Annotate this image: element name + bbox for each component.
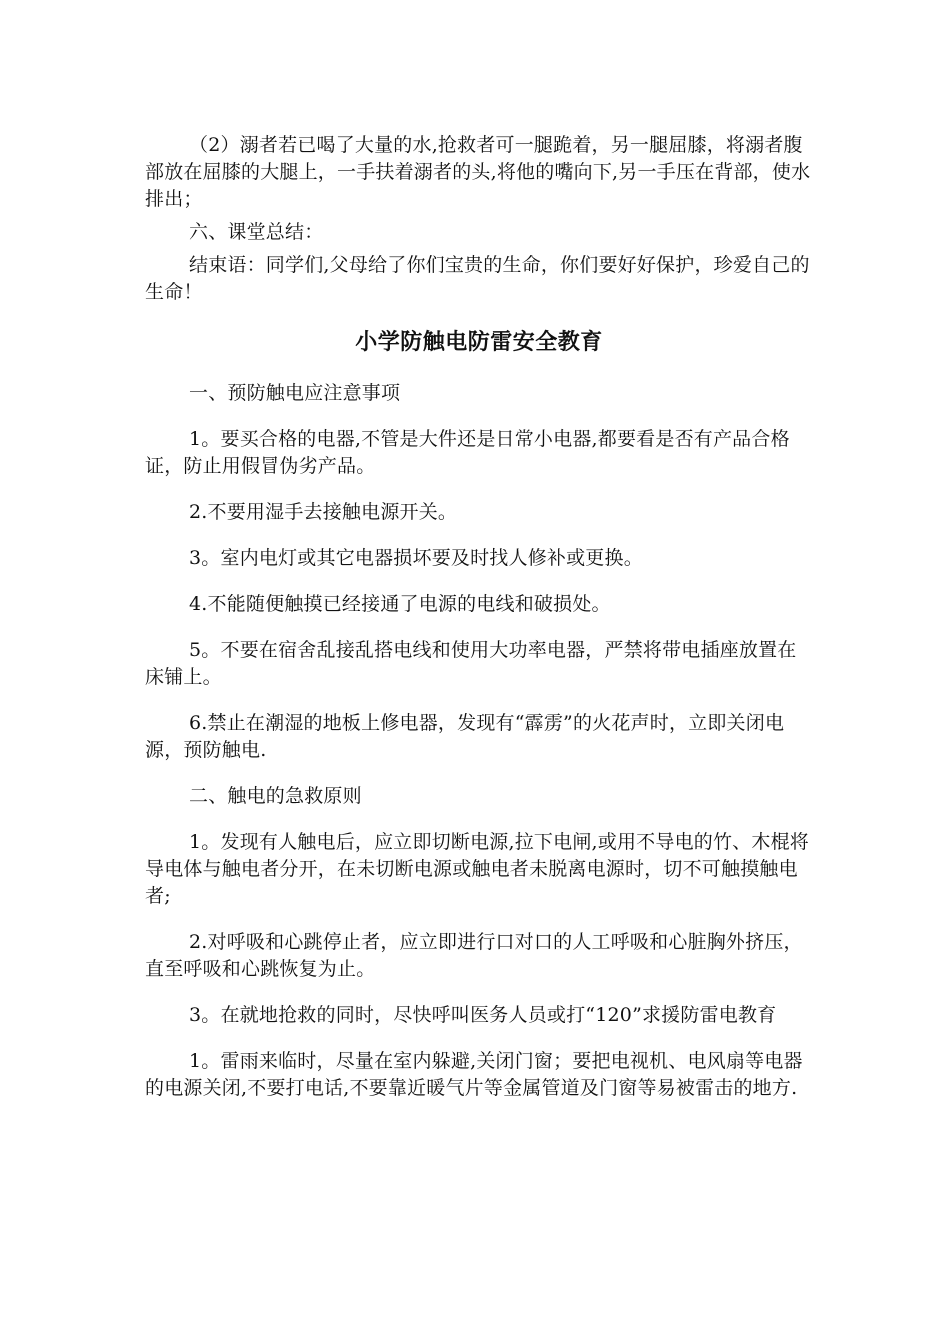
section-heading-first-aid: 二、触电的急救原则 (189, 785, 362, 807)
list-item-prevention-3: 3。室内电灯或其它电器损坏要及时找人修补或更换。 (189, 547, 643, 569)
list-item-first-aid-1: 1。发现有人触电后，应立即切断电源,拉下电闸,或用不导电的竹、木棍将导电体与触电者分开，在未切断电源或触电者未脱离电源时，切不可触摸触电者; (145, 831, 809, 907)
paragraph-closing-remarks: 结束语：同学们,父母给了你们宝贵的生命，你们要好好保护，珍爱自己的生命！ (145, 254, 810, 303)
document-page (145, 132, 813, 1121)
list-item-prevention-2: 2.不要用湿手去接触电源开关。 (189, 501, 458, 523)
paragraph-rescue-step-2: （2）溺者若已喝了大量的水,抢救者可一腿跪着，另一腿屈膝，将溺者腹部放在屈膝的大腿上，一手扶着溺者的头,将他的嘴向下,另一手压在背部，使水排出； (145, 134, 811, 210)
document-title: 小学防触电防雷安全教育 (355, 330, 603, 355)
list-item-lightning-1: 1。雷雨来临时，尽量在室内躲避,关闭门窗；要把电视机、电风扇等电器的电源关闭,不要打电话,不要靠近暖气片等金属管道及门窗等易被雷击的地方. (145, 1050, 803, 1099)
section-heading-prevention: 一、预防触电应注意事项 (189, 382, 401, 404)
list-item-prevention-1: 1。要买合格的电器,不管是大件还是日常小电器,都要看是否有产品合格证，防止用假冒伪劣产品。 (145, 428, 790, 477)
list-item-first-aid-2: 2.对呼吸和心跳停止者，应立即进行口对口的人工呼吸和心脏胸外挤压，直至呼吸和心跳恢复为止。 (145, 931, 803, 980)
list-item-prevention-4: 4.不能随便触摸已经接通了电源的电线和破损处。 (189, 593, 611, 615)
heading-class-summary: 六、课堂总结： (189, 221, 324, 243)
list-item-first-aid-3: 3。在就地抢救的同时，尽快呼叫医务人员或打“120”求援防雷电教育 (189, 1004, 777, 1026)
list-item-prevention-6: 6.禁止在潮湿的地板上修电器，发现有“霹雳”的火花声时，立即关闭电源，预防触电. (145, 712, 785, 761)
list-item-prevention-5: 5。不要在宿舍乱接乱搭电线和使用大功率电器，严禁将带电插座放置在床铺上。 (145, 639, 797, 688)
